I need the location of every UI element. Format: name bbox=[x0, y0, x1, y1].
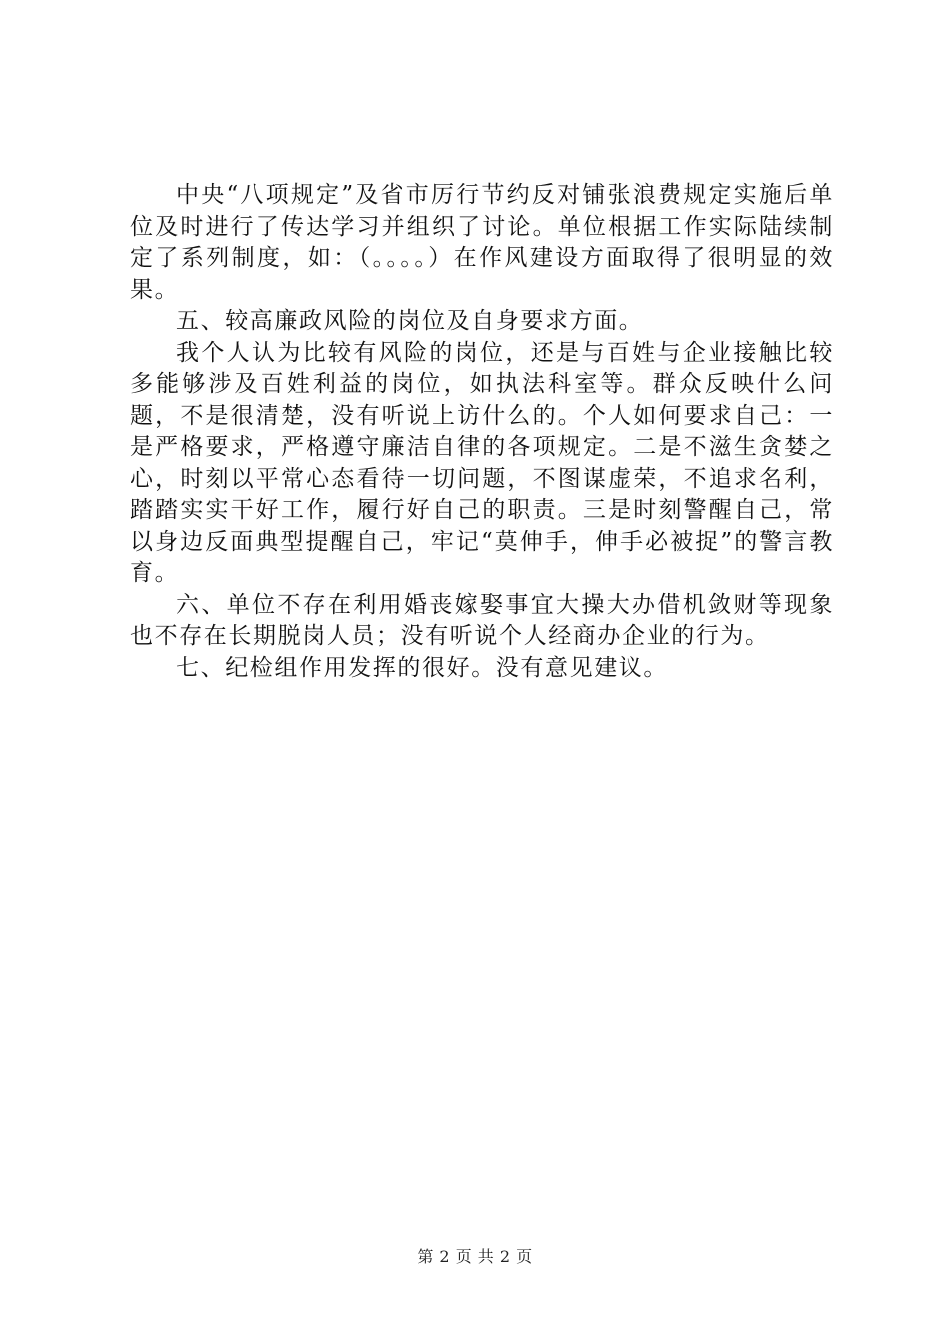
paragraph-section-five-heading: 五、较高廉政风险的岗位及自身要求方面。 bbox=[176, 308, 644, 334]
paragraph-implementation: 中央“八项规定”及省市厉行节约反对铺张浪费规定实施后单位及时进行了传达学习并组织了讨论。单位根据工作实际陆续制定了系列制度，如：（。。。。）在作风建设方面取得了很明显的效果。 bbox=[130, 182, 834, 303]
page-number-footer: 第 2 页 共 2 页 bbox=[417, 1247, 533, 1266]
paragraph-section-six: 六、单位不存在利用婚丧嫁娶事宜大操大办借机敛财等现象也不存在长期脱岗人员；没有听说个人经商办企业的行为。 bbox=[130, 591, 834, 649]
paragraph-section-seven: 七、纪检组作用发挥的很好。没有意见建议。 bbox=[176, 654, 668, 681]
document-body bbox=[130, 180, 834, 684]
paragraph-risk-positions: 我个人认为比较有风险的岗位，还是与百姓与企业接触比较多能够涉及百姓利益的岗位，如执法科室等。群众反映什么问题，不是很清楚，没有听说上访什么的。个人如何要求自己：一是严格要求，严格遵守廉洁自律的各项规定。二是不滋生贪婪之心，时刻以平常心态看待一切问题，不图谋虚荣，不追求名利，踏踏实实干好工作，履行好自己的职责。三是时刻警醒自己，常以身边反面典型提醒自己，牢记“莫伸手，伸手必被捉”的警言教育。 bbox=[130, 339, 834, 586]
